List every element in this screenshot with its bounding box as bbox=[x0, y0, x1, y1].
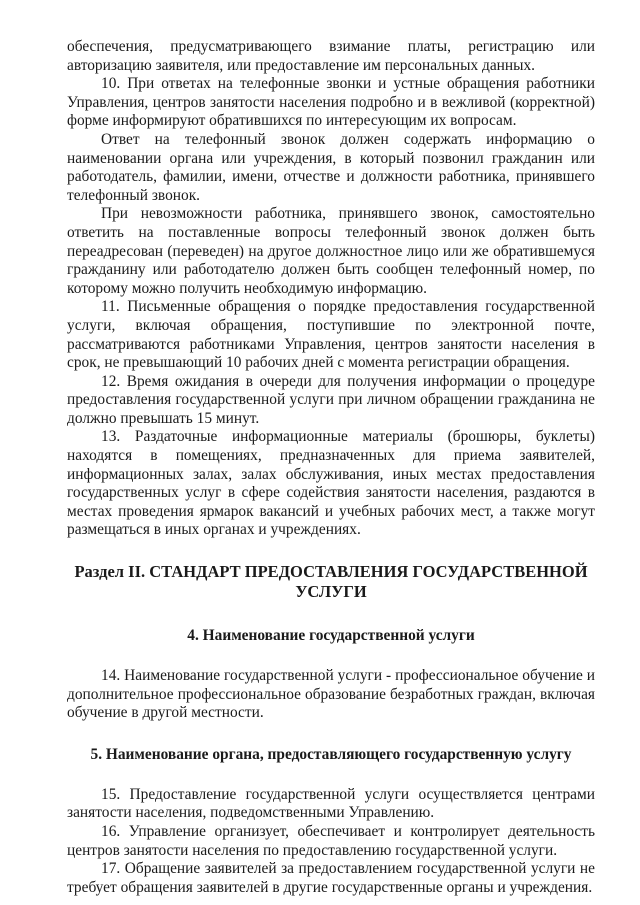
paragraph-11: 11. Письменные обращения о порядке предоставления государственной услуги, включая обращения, поступившие по электронной почте, рассматриваются работниками Управления, центров занятости населения в срок, не превышающий 10 рабочих дней с момента регистрации обращения. bbox=[67, 298, 595, 372]
paragraph-14: 14. Наименование государственной услуги - профессиональное обучение и дополнительное профессиональное образование безработных граждан, включая обучение в другой местности. bbox=[67, 667, 595, 722]
document-page bbox=[67, 38, 595, 897]
heading-providing-body: 5. Наименование органа, предоставляющего государственную услугу bbox=[90, 745, 572, 763]
paragraph-10: 10. При ответах на телефонные звонки и устные обращения работники Управления, центров занятости населения подробно и в вежливой (корректной) форме информируют обратившихся по интересующим их вопросам. bbox=[67, 75, 595, 130]
paragraph-continuation: обеспечения, предусматривающего взимание платы, регистрацию или авторизацию заявителя, или предоставление им персональных данных. bbox=[67, 38, 595, 74]
section-title: Раздел II. СТАНДАРТ ПРЕДОСТАВЛЕНИЯ ГОСУДАРСТВЕННОЙ УСЛУГИ bbox=[74, 562, 588, 602]
paragraph-17: 17. Обращение заявителей за предоставлением государственной услуги не требует обращения заявителей в другие государственные органы и учреждения. bbox=[67, 860, 595, 896]
paragraph-redirect: При невозможности работника, принявшего звонок, самостоятельно ответить на поставленные вопросы телефонный звонок должен быть переадресован (переведен) на другое должностное лицо или же обратившемуся гражданину или работодателю должен быть сообщен телефонный номер, по которому можно получить необходимую информацию. bbox=[67, 205, 595, 297]
paragraph-12: 12. Время ожидания в очереди для получения информации о процедуре предоставления государственной услуги при личном обращении гражданина не должно превышать 15 минут. bbox=[67, 372, 595, 427]
paragraph-phone-answer: Ответ на телефонный звонок должен содержать информацию о наименовании органа или учреждения, в который позвонил гражданин или работодатель, фамилии, имени, отчестве и должности работника, принявшего телефонный звонок. bbox=[67, 130, 595, 204]
paragraph-16: 16. Управление организует, обеспечивает и контролирует деятельность центров занятости населения по предоставлению государственной услуги. bbox=[67, 823, 595, 859]
paragraph-15: 15. Предоставление государственной услуги осуществляется центрами занятости населения, подведомственными Управлению. bbox=[67, 785, 595, 822]
heading-service-name: 4. Наименование государственной услуги bbox=[187, 627, 475, 645]
paragraph-13: 13. Раздаточные информационные материалы (брошюры, буклеты) находятся в помещениях, предназначенных для приема заявителей, информационных залах, залах обслуживания, иных местах предоставления государственных услуг в сфере содействия занятости населения, раздаются в местах проведения ярмарок вакансий и учебных рабочих мест, а также могут размещаться в иных органах и учреждениях. bbox=[67, 428, 595, 539]
